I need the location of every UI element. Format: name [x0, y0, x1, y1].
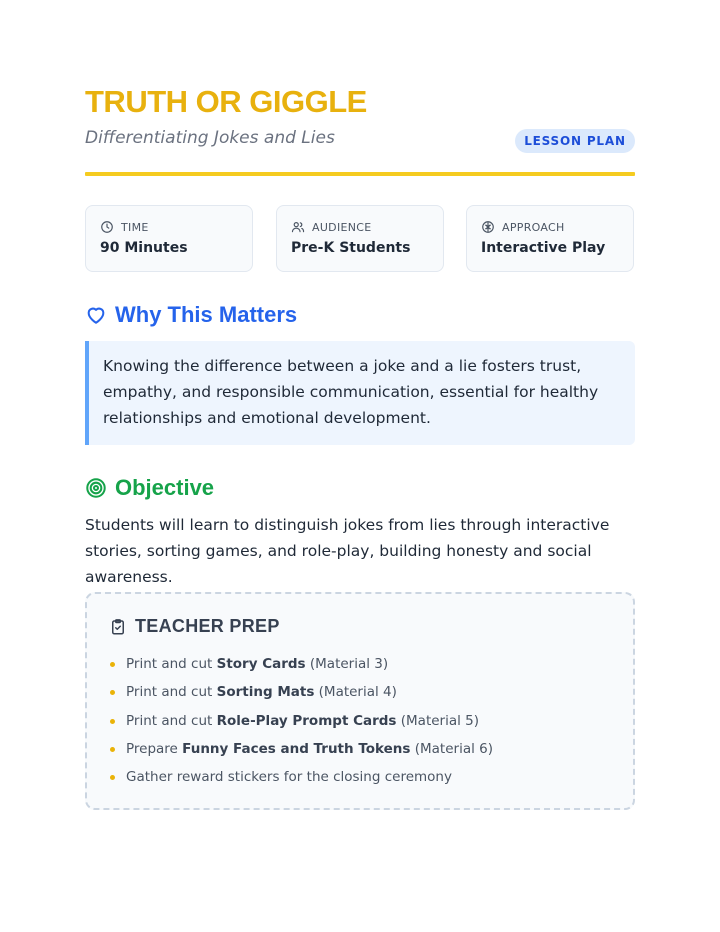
why-heading-text: Why This Matters	[115, 302, 298, 327]
objective-text: Students will learn to distinguish jokes from lies through interactive stories, sorting games, and role-play, building honesty and social awareness.	[85, 516, 610, 586]
title-divider	[85, 172, 635, 176]
page-subtitle: Differentiating Jokes and Lies	[85, 128, 335, 148]
clipboard-check-icon	[109, 618, 127, 636]
why-heading	[85, 302, 297, 328]
teacher-prep-list	[109, 650, 493, 791]
meta-label-approach: APPROACH	[502, 220, 565, 234]
meta-label-audience: AUDIENCE	[312, 220, 372, 234]
meta-card-time	[85, 205, 253, 272]
lesson-plan-badge: LESSON PLAN	[515, 129, 635, 153]
list-item: Print and cut Sorting Mats (Material 4)	[109, 678, 493, 706]
why-callout: Knowing the difference between a joke and a lie fosters trust, empathy, and responsible communication, essential for healthy relationships and emotional development.	[85, 341, 635, 445]
clock-icon	[100, 220, 114, 234]
users-icon	[291, 220, 305, 234]
meta-label-time: TIME	[121, 220, 149, 234]
list-item: Gather reward stickers for the closing ceremony	[109, 763, 493, 791]
heart-icon	[85, 304, 107, 326]
brain-icon	[481, 220, 495, 234]
teacher-prep-box	[85, 592, 635, 810]
list-item: Print and cut Role-Play Prompt Cards (Material 5)	[109, 707, 493, 735]
teacher-prep-heading	[109, 616, 280, 637]
meta-card-approach	[466, 205, 634, 272]
page-title: TRUTH OR GIGGLE	[85, 84, 367, 119]
meta-value-time: 90 Minutes	[100, 240, 188, 256]
meta-card-audience	[276, 205, 444, 272]
meta-value-approach: Interactive Play	[481, 240, 606, 256]
list-item: Print and cut Story Cards (Material 3)	[109, 650, 493, 678]
teacher-prep-heading-text: TEACHER PREP	[135, 616, 280, 636]
meta-value-audience: Pre-K Students	[291, 240, 411, 256]
target-icon	[85, 477, 107, 499]
objective-heading-text: Objective	[115, 475, 215, 500]
objective-heading	[85, 475, 214, 501]
list-item: Prepare Funny Faces and Truth Tokens (Material 6)	[109, 735, 493, 763]
